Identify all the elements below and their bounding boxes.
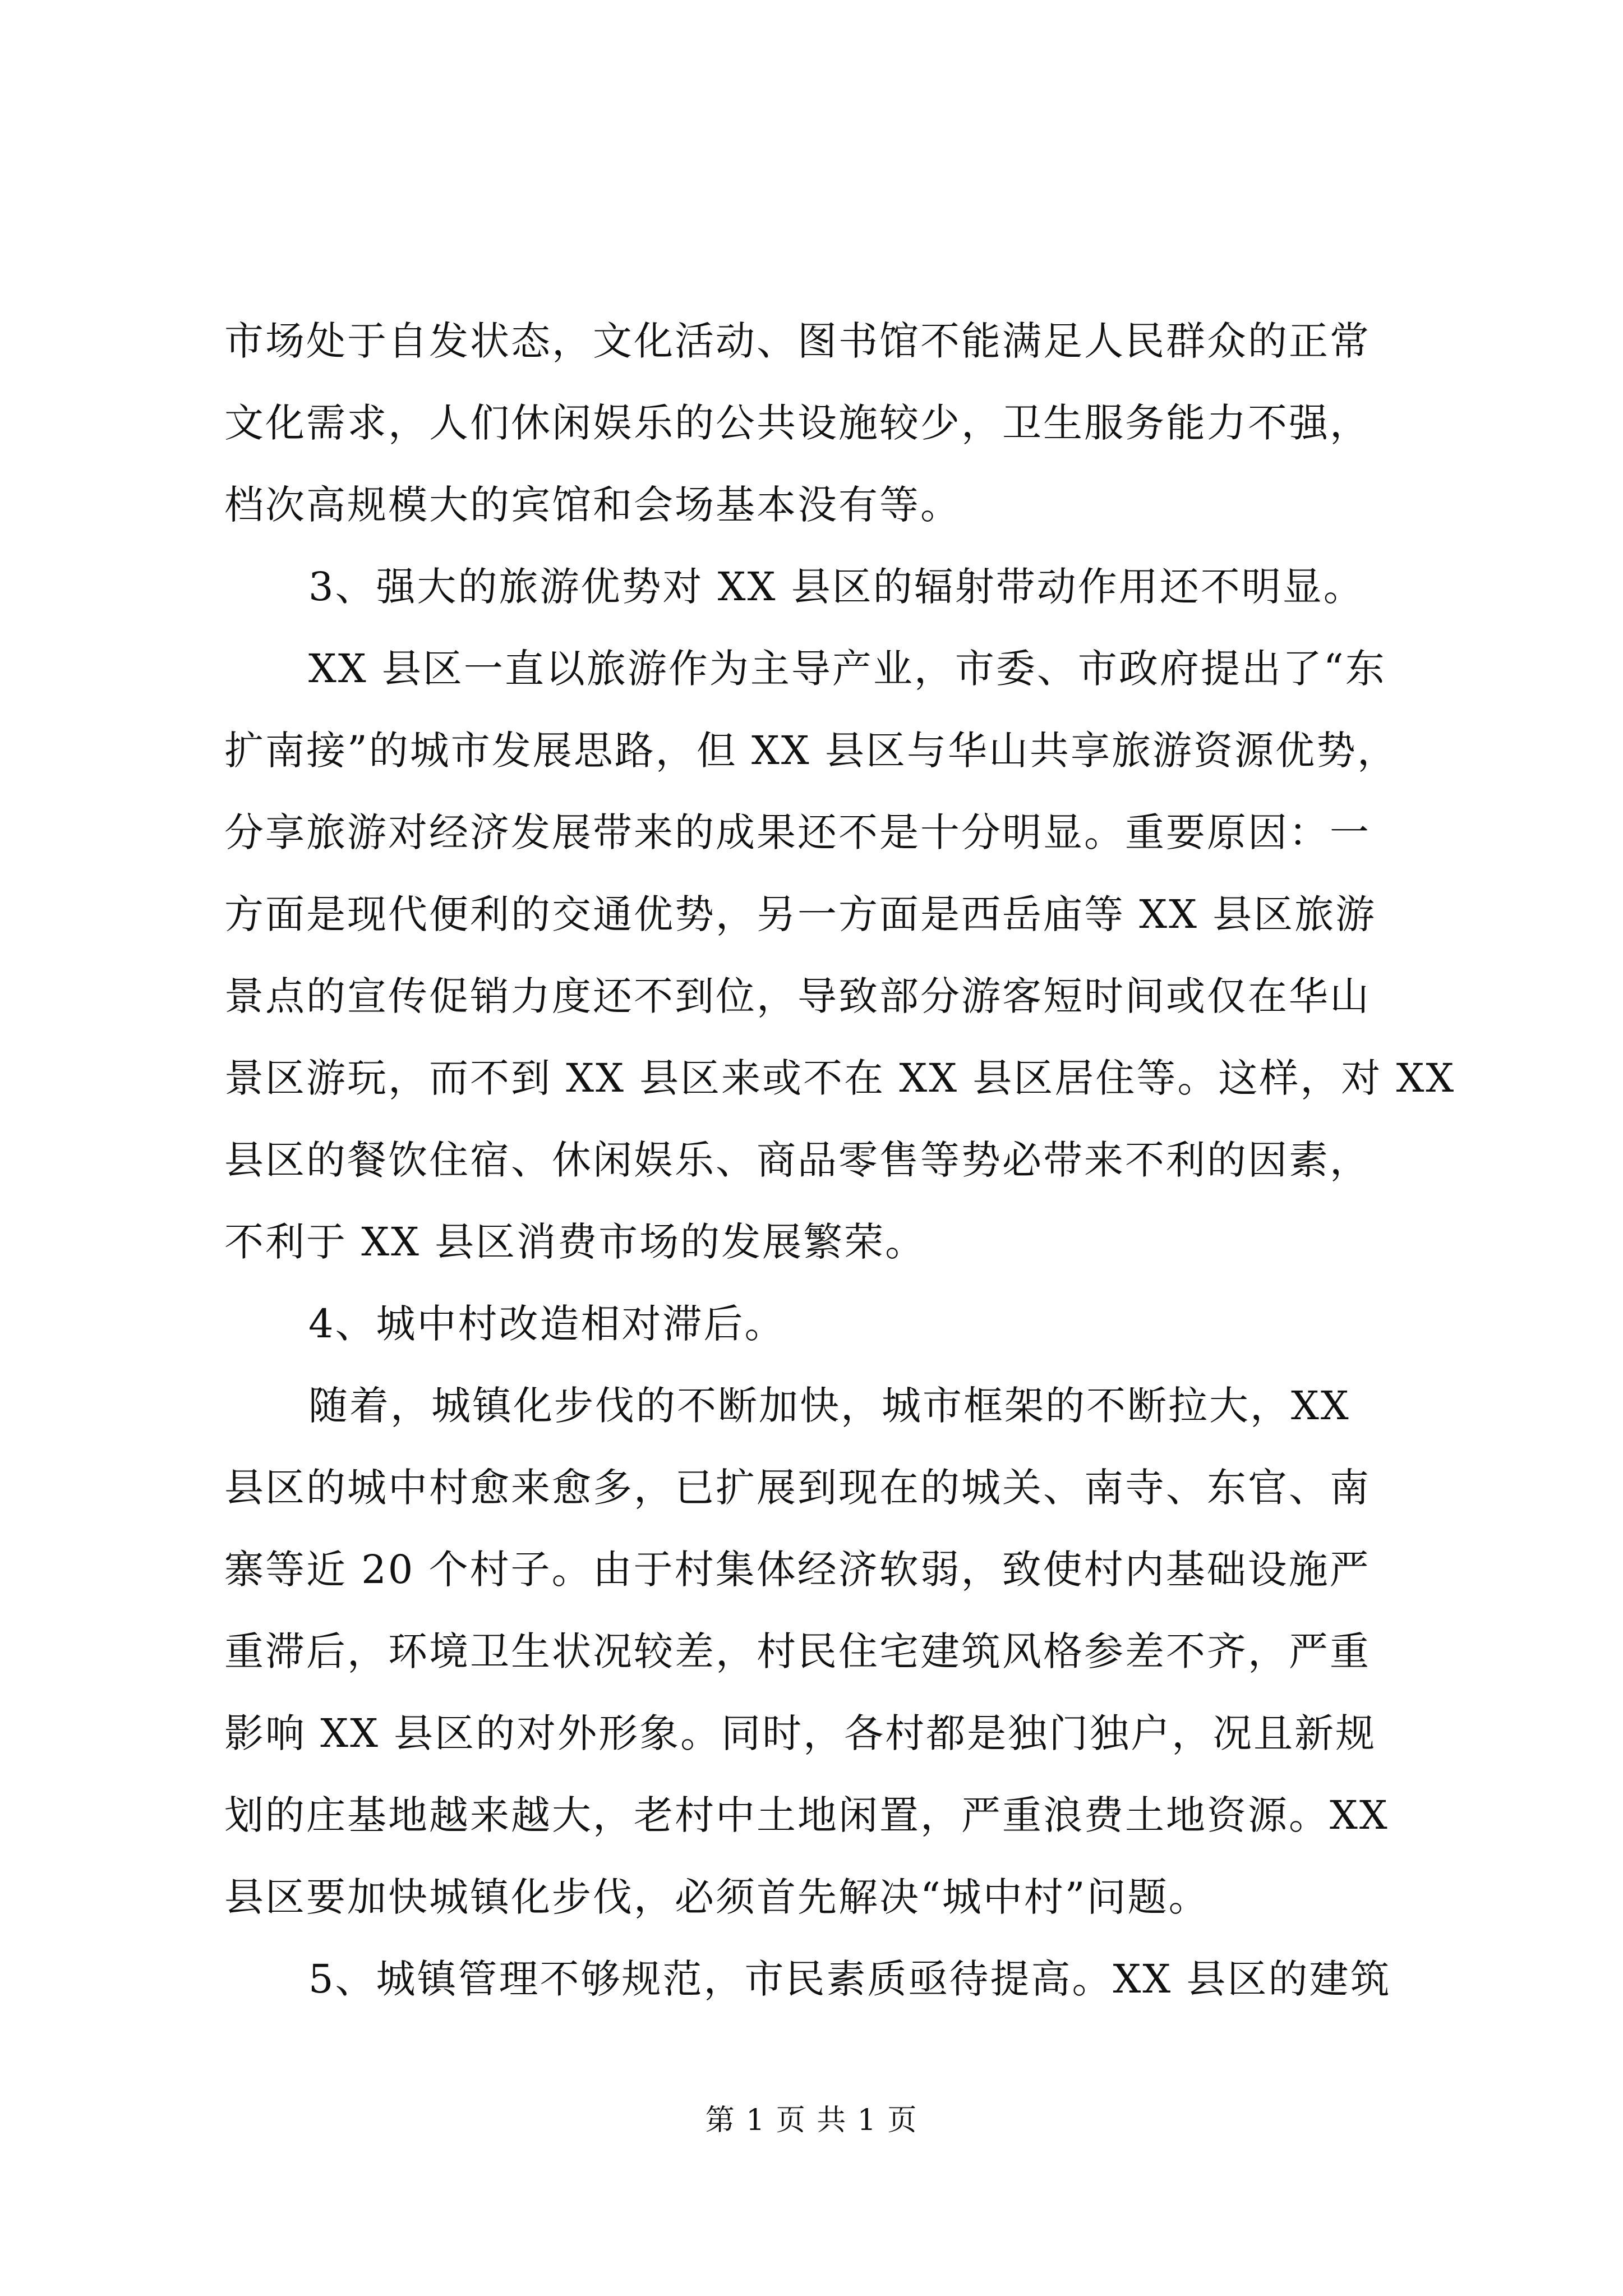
text-line: 市场处于自发状态，文化活动、图书馆不能满足人民群众的正常 (224, 318, 1371, 364)
text-line: XX 县区一直以旅游作为主导产业，市委、市政府提出了“东 (308, 646, 1386, 692)
text-line: 重滞后，环境卫生状况较差，村民住宅建筑风格参差不齐，严重 (224, 1628, 1371, 1674)
text-line: 县区的城中村愈来愈多，已扩展到现在的城关、南寺、东官、南 (224, 1465, 1371, 1511)
text-line: 档次高规模大的宾馆和会场基本没有等。 (224, 482, 961, 528)
text-line: 不利于 XX 县区消费市场的发展繁荣。 (224, 1219, 926, 1265)
text-line: 寨等近 20 个村子。由于村集体经济软弱，致使村内基础设施严 (224, 1547, 1371, 1593)
section-heading-5: 5、城镇管理不够规范，市民素质亟待提高。XX 县区的建筑 (308, 1956, 1391, 2002)
text-line: 方面是现代便利的交通优势，另一方面是西岳庙等 XX 县区旅游 (224, 891, 1377, 937)
document-body (224, 300, 1456, 2020)
text-line: 影响 XX 县区的对外形象。同时，各村都是独门独户，况且新规 (224, 1710, 1377, 1756)
text-line: 县区的餐饮住宿、休闲娱乐、商品零售等势必带来不利的因素， (224, 1137, 1371, 1183)
text-line: 景区游玩，而不到 XX 县区来或不在 XX 县区居住等。这样，对 XX (224, 1055, 1456, 1101)
text-line: 分享旅游对经济发展带来的成果还不是十分明显。重要原因：一 (224, 809, 1371, 855)
text-line: 划的庄基地越来越大，老村中土地闲置，严重浪费土地资源。XX (224, 1792, 1389, 1838)
section-heading-4: 4、城中村改造相对滞后。 (308, 1301, 786, 1347)
text-line: 文化需求，人们休闲娱乐的公共设施较少，卫生服务能力不强， (224, 400, 1371, 446)
section-heading-3: 3、强大的旅游优势对 XX 县区的辐射带动作用还不明显。 (308, 564, 1364, 610)
page-footer: 第 1 页 共 1 页 (705, 2104, 918, 2137)
text-line: 县区要加快城镇化步伐，必须首先解决“城中村”问题。 (224, 1874, 1210, 1920)
text-line: 扩南接”的城市发展思路，但 XX 县区与华山共享旅游资源优势， (224, 728, 1398, 774)
text-line: 随着，城镇化步伐的不断加快，城市框架的不断拉大，XX (308, 1383, 1350, 1429)
text-line: 景点的宣传促销力度还不到位，导致部分游客短时间或仅在华山 (224, 973, 1371, 1019)
